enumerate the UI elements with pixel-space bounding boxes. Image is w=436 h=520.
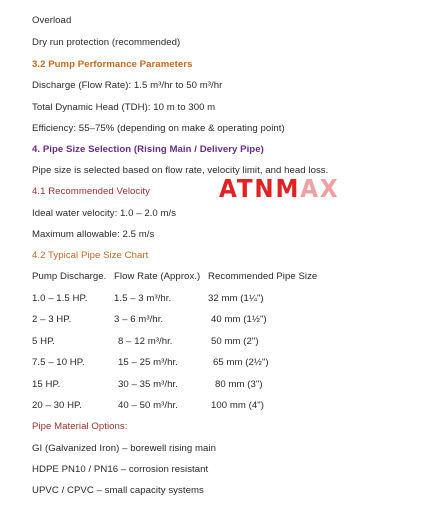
table-cell-pipe-size: 80 mm (3") bbox=[215, 379, 263, 390]
max-allowable-line: Maximum allowable: 2.5 m/s bbox=[32, 229, 155, 240]
section-heading-4-2: 4.2 Typical Pipe Size Chart bbox=[32, 250, 149, 261]
pipe-intro-line: Pipe size is selected based on flow rate, velocity limit, and head loss. bbox=[32, 165, 329, 176]
watermark-text-faded: AX bbox=[300, 174, 340, 203]
table-cell-discharge: 5 HP. bbox=[32, 336, 56, 347]
table-cell-discharge: 7.5 – 10 HP. bbox=[32, 357, 85, 368]
table-cell-flow-rate: 15 – 25 m³/hr. bbox=[118, 357, 178, 368]
table-cell-pipe-size: 100 mm (4") bbox=[211, 400, 265, 411]
table-cell-flow-rate: 8 – 12 m³/hr. bbox=[118, 336, 173, 347]
dry-run-line: Dry run protection (recommended) bbox=[32, 37, 181, 48]
table-cell-pipe-size: 50 mm (2") bbox=[211, 336, 259, 347]
table-cell-discharge: 15 HP. bbox=[32, 379, 61, 390]
discharge-line: Discharge (Flow Rate): 1.5 m³/hr to 50 m³/hr bbox=[32, 80, 223, 91]
table-cell-flow-rate: 3 – 6 m³/hr. bbox=[114, 314, 164, 325]
table-cell-flow-rate: 30 – 35 m³/hr. bbox=[118, 379, 178, 390]
table-cell-discharge: 1.0 – 1.5 HP. bbox=[32, 293, 88, 304]
table-header-pipe-size: Recommended Pipe Size bbox=[208, 271, 318, 282]
table-cell-pipe-size: 32 mm (1¼") bbox=[208, 293, 264, 304]
table-cell-flow-rate: 40 – 50 m³/hr. bbox=[118, 400, 178, 411]
section-heading-4-1: 4.1 Recommended Velocity bbox=[32, 186, 150, 197]
pipe-material-heading: Pipe Material Options: bbox=[32, 421, 128, 432]
gi-line: GI (Galvanized Iron) – borewell rising main bbox=[32, 443, 216, 454]
table-cell-pipe-size: 40 mm (1½") bbox=[211, 314, 267, 325]
efficiency-line: Efficiency: 55–75% (depending on make & operating point) bbox=[32, 123, 285, 134]
table-cell-pipe-size: 65 mm (2½") bbox=[213, 357, 269, 368]
table-header-discharge: Pump Discharge. bbox=[32, 271, 107, 282]
watermark bbox=[219, 175, 339, 203]
upvc-line: UPVC / CPVC – small capacity systems bbox=[32, 485, 204, 496]
table-cell-discharge: 2 – 3 HP. bbox=[32, 314, 72, 325]
watermark-text: ATNM bbox=[219, 174, 301, 203]
overload-line: Overload bbox=[32, 15, 72, 26]
tdh-line: Total Dynamic Head (TDH): 10 m to 300 m bbox=[32, 102, 216, 113]
table-cell-flow-rate: 1.5 – 3 m³/hr. bbox=[114, 293, 172, 304]
ideal-velocity-line: Ideal water velocity: 1.0 – 2.0 m/s bbox=[32, 208, 177, 219]
section-heading-3-2: 3.2 Pump Performance Parameters bbox=[32, 59, 193, 70]
table-header-flow-rate: Flow Rate (Approx.) bbox=[114, 271, 201, 282]
hdpe-line: HDPE PN10 / PN16 – corrosion resistant bbox=[32, 464, 209, 475]
table-cell-discharge: 20 – 30 HP. bbox=[32, 400, 82, 411]
section-heading-4: 4. Pipe Size Selection (Rising Main / Delivery Pipe) bbox=[32, 144, 264, 155]
